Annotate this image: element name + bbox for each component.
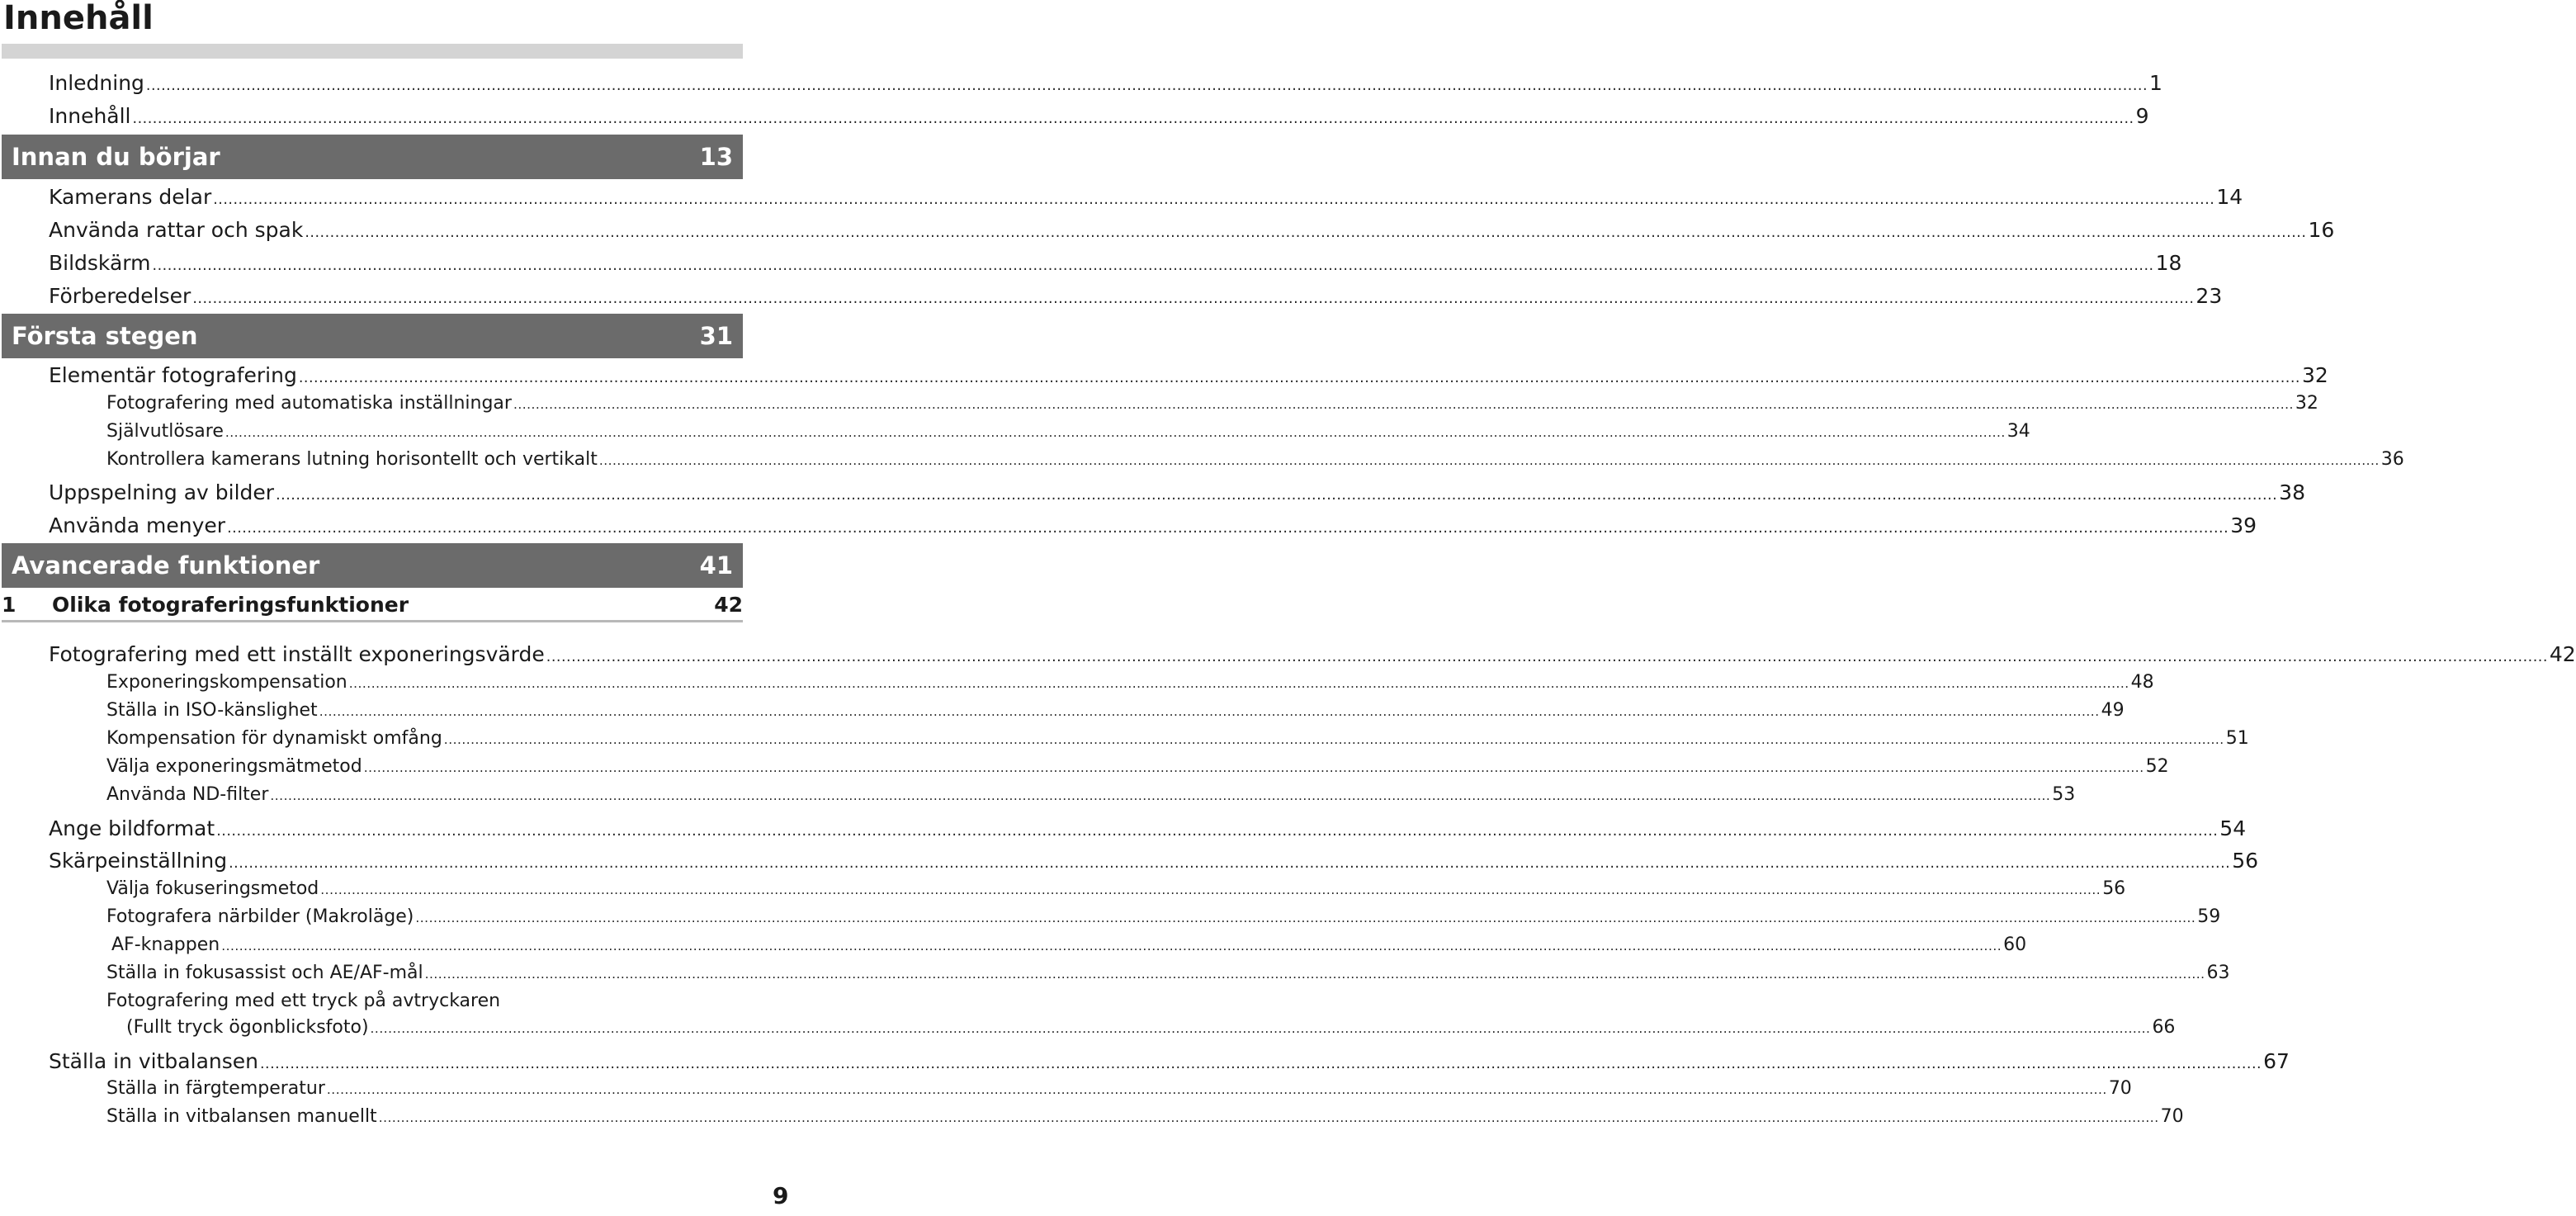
toc-leader: ................................................................................................................................................................................................................................................................................................................................................................................................................: [363, 760, 2144, 775]
toc-entry-title: Ställa in vitbalansen manuellt: [106, 1106, 377, 1127]
toc-leader: ................................................................................................................................................................................................................................................................................................................................................................................................................: [270, 788, 2051, 803]
toc-leader: ................................................................................................................................................................................................................................................................................................................................................................................................................: [221, 939, 2002, 953]
section-page: 13: [699, 143, 733, 171]
toc-entry-page: 32: [2301, 363, 2328, 387]
toc-subentry[interactable]: [106, 878, 2126, 899]
toc-entry-title: Elementär fotografering: [49, 363, 297, 387]
section-header[interactable]: [2, 314, 743, 358]
toc-entry-title: Använda ND-filter: [106, 784, 269, 805]
toc-entry-page: 63: [2206, 963, 2230, 983]
toc-leader: ................................................................................................................................................................................................................................................................................................................................................................................................................: [320, 882, 2101, 897]
toc-entry-page: 53: [2052, 784, 2076, 805]
toc-subentry[interactable]: [106, 700, 2125, 721]
toc-entry-page: 23: [2196, 284, 2223, 308]
toc-entry-page: 66: [2152, 1017, 2176, 1038]
toc-entry-page: 51: [2225, 728, 2249, 749]
toc-entry-title: Ställa in fokusassist och AE/AF-mål: [106, 963, 423, 983]
toc-subentry[interactable]: [106, 1106, 2184, 1127]
toc-entry-page: 52: [2145, 756, 2169, 777]
toc-entry-title: Självutlösare: [106, 421, 224, 442]
toc-entry[interactable]: [49, 816, 2247, 840]
toc-entry-page: 70: [2108, 1078, 2132, 1099]
toc-entry-title: AF-knappen: [111, 934, 220, 955]
toc-subentry[interactable]: [106, 421, 2030, 442]
toc-leader: ................................................................................................................................................................................................................................................................................................................................................................................................................: [216, 823, 2219, 840]
toc-entry-title: Skärpeinställning: [49, 849, 228, 873]
toc-subentry[interactable]: [106, 728, 2249, 749]
toc-subentry-first-line[interactable]: Fotografering med ett tryck på avtryckaren: [106, 991, 501, 1011]
chapter-number: 1: [2, 593, 17, 617]
toc-leader: ................................................................................................................................................................................................................................................................................................................................................................................................................: [225, 425, 2006, 440]
page-number: 9: [773, 1182, 789, 1209]
title-underline-bar: [2, 44, 743, 59]
toc-entry-title: Uppspelning av bilder: [49, 480, 275, 504]
toc-leader: ................................................................................................................................................................................................................................................................................................................................................................................................................: [546, 649, 2548, 665]
toc-entry-page: 48: [2130, 672, 2154, 693]
toc-entry[interactable]: [49, 642, 2576, 666]
toc-leader: ................................................................................................................................................................................................................................................................................................................................................................................................................: [415, 911, 2196, 925]
toc-entry-page: 18: [2155, 251, 2182, 275]
toc-entry-page: 16: [2308, 218, 2335, 242]
toc-leader: ................................................................................................................................................................................................................................................................................................................................................................................................................: [229, 855, 2231, 872]
toc-subentry[interactable]: [126, 1017, 2176, 1038]
toc-subentry[interactable]: [106, 906, 2221, 927]
toc-entry-page: 54: [2219, 816, 2247, 840]
section-page: 41: [699, 551, 733, 580]
toc-entry-title: Välja exponeringsmätmetod: [106, 756, 362, 777]
toc-entry[interactable]: [49, 513, 2257, 537]
toc-entry-page: 67: [2263, 1049, 2290, 1073]
toc-leader: ................................................................................................................................................................................................................................................................................................................................................................................................................: [259, 1056, 2262, 1072]
toc-entry-title: Kompensation för dynamiskt omfång: [106, 728, 442, 749]
toc-entry-title: Fotografering med automatiska inställningar: [106, 393, 512, 414]
toc-leader: ................................................................................................................................................................................................................................................................................................................................................................................................................: [598, 453, 2380, 468]
toc-entry[interactable]: [49, 480, 2305, 504]
toc-leader: ................................................................................................................................................................................................................................................................................................................................................................................................................: [192, 291, 2195, 307]
toc-subentry[interactable]: [106, 672, 2154, 693]
section-title: Innan du börjar: [12, 143, 220, 171]
toc-leader: ................................................................................................................................................................................................................................................................................................................................................................................................................: [326, 1082, 2107, 1097]
toc-leader: ................................................................................................................................................................................................................................................................................................................................................................................................................: [370, 1021, 2151, 1036]
chapter-header[interactable]: [2, 589, 743, 622]
toc-entry-title: Använda rattar och spak: [49, 218, 304, 242]
toc-entry-title: Ange bildformat: [49, 816, 215, 840]
toc-leader: ................................................................................................................................................................................................................................................................................................................................................................................................................: [132, 111, 2134, 127]
toc-entry-page: 36: [2380, 449, 2404, 470]
toc-subentry[interactable]: [106, 393, 2318, 414]
toc-entry-title: Exponeringskompensation: [106, 672, 347, 693]
toc-entry-page: 9: [2135, 104, 2149, 128]
toc-leader: ................................................................................................................................................................................................................................................................................................................................................................................................................: [443, 732, 2224, 747]
toc-entry-title: Innehåll: [49, 104, 131, 128]
section-title: Första stegen: [12, 322, 198, 350]
toc-entry-title: Ställa in färgtemperatur: [106, 1078, 325, 1099]
toc-entry-page: 56: [2232, 849, 2259, 873]
toc-leader: ................................................................................................................................................................................................................................................................................................................................................................................................................: [145, 78, 2148, 94]
page-title: Innehåll: [3, 0, 154, 37]
toc-entry-title: Bildskärm: [49, 251, 151, 275]
toc-entry-page: 14: [2216, 185, 2243, 209]
toc-entry-page: 60: [2003, 934, 2027, 955]
toc-entry[interactable]: [49, 218, 2335, 242]
toc-leader: ................................................................................................................................................................................................................................................................................................................................................................................................................: [227, 520, 2229, 537]
toc-entry[interactable]: [49, 363, 2328, 387]
toc-entry-title: Fotografering med ett inställt exponeringsvärde: [49, 642, 545, 666]
toc-entry-page: 38: [2279, 480, 2305, 504]
chapter-page: 42: [714, 593, 743, 617]
toc-entry-page: 70: [2160, 1106, 2184, 1127]
toc-leader: ................................................................................................................................................................................................................................................................................................................................................................................................................: [513, 397, 2294, 412]
toc-leader: ................................................................................................................................................................................................................................................................................................................................................................................................................: [276, 487, 2278, 504]
toc-entry-title: Fotografera närbilder (Makroläge): [106, 906, 414, 927]
toc-entry[interactable]: [49, 104, 2149, 128]
toc-entry-page: 1: [2149, 71, 2162, 95]
section-header[interactable]: [2, 543, 743, 588]
toc-entry-title: Ställa in vitbalansen: [49, 1049, 258, 1073]
toc-entry-title: Inledning: [49, 71, 144, 95]
toc-leader: ................................................................................................................................................................................................................................................................................................................................................................................................................: [213, 192, 2215, 208]
toc-entry-page: 32: [2295, 393, 2318, 414]
chapter-title: Olika fotograferingsfunktioner: [52, 593, 409, 617]
toc-entry-page: 42: [2549, 642, 2576, 666]
toc-entry-page: 59: [2197, 906, 2221, 927]
toc-subentry[interactable]: [106, 963, 2230, 983]
section-page: 31: [699, 322, 733, 350]
toc-leader: ................................................................................................................................................................................................................................................................................................................................................................................................................: [298, 370, 2300, 386]
toc-entry-title: Förberedelser: [49, 284, 191, 308]
section-header[interactable]: [2, 135, 743, 179]
toc-entry-page: 39: [2230, 513, 2257, 537]
toc-entry[interactable]: [49, 849, 2259, 873]
toc-entry-title: (Fullt tryck ögonblicksfoto): [126, 1017, 369, 1038]
toc-entry-page: 34: [2006, 421, 2030, 442]
toc-entry[interactable]: [49, 1049, 2290, 1073]
toc-leader: ................................................................................................................................................................................................................................................................................................................................................................................................................: [424, 967, 2205, 982]
toc-leader: ................................................................................................................................................................................................................................................................................................................................................................................................................: [378, 1110, 2159, 1125]
toc-entry-page: 56: [2102, 878, 2126, 899]
toc-subentry[interactable]: [106, 1078, 2132, 1099]
toc-entry-title: Använda menyer: [49, 513, 226, 537]
toc-entry-page: 49: [2101, 700, 2125, 721]
toc-entry-title: Kontrollera kamerans lutning horisontellt och vertikalt: [106, 449, 598, 470]
toc-entry[interactable]: [49, 284, 2223, 308]
toc-subentry[interactable]: [106, 784, 2076, 805]
toc-subentry[interactable]: [106, 449, 2404, 470]
toc-entry[interactable]: [49, 71, 2162, 95]
toc-leader: ................................................................................................................................................................................................................................................................................................................................................................................................................: [152, 258, 2154, 274]
toc-subentry[interactable]: [111, 934, 2027, 955]
toc-leader: ................................................................................................................................................................................................................................................................................................................................................................................................................: [348, 676, 2129, 691]
section-title: Avancerade funktioner: [12, 551, 320, 580]
toc-leader: ................................................................................................................................................................................................................................................................................................................................................................................................................: [305, 225, 2307, 241]
toc-entry-title: Välja fokuseringsmetod: [106, 878, 319, 899]
toc-leader: ................................................................................................................................................................................................................................................................................................................................................................................................................: [319, 704, 2100, 719]
toc-subentry[interactable]: [106, 756, 2169, 777]
toc-entry-title: Kamerans delar: [49, 185, 212, 209]
toc-entry[interactable]: [49, 251, 2182, 275]
toc-entry[interactable]: [49, 185, 2243, 209]
toc-entry-title: Ställa in ISO-känslighet: [106, 700, 318, 721]
